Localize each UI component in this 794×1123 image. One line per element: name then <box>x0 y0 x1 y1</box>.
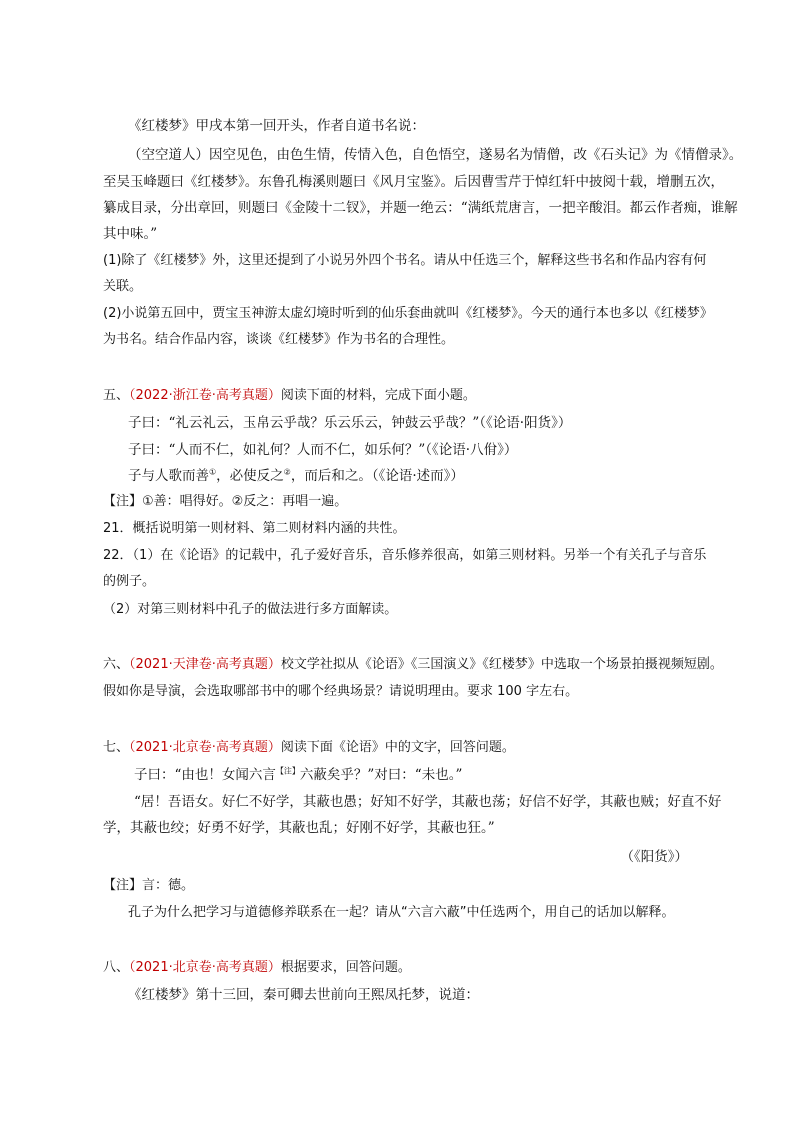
question-1-line-1: (1)除了《红楼梦》外，这里还提到了小说另外四个书名。请从中任选三个，解释这些书名和作品内容有何 <box>103 253 707 268</box>
section-8-number: 八、 <box>103 960 130 975</box>
question-1-line-2: 关联。 <box>103 279 143 294</box>
section-7-note: 【注】言：德。 <box>103 878 195 893</box>
intro-line-5: 其中味。” <box>103 226 158 242</box>
section-6-text-1: 校文学社拟从《论语》《三国演义》《红楼梦》中选取一个场景拍摄视频短剧。 <box>280 657 723 672</box>
section-7-question: 孔子为什么把学习与道德修养联系在一起？请从“六言六蔽”中任选两个，用自己的话加以解释。 <box>128 905 675 920</box>
question-22-line-3: （2）对第三则材料中孔子的做法进行多方面解读。 <box>103 602 398 617</box>
question-22-line-1: 22．（1）在《论语》的记载中，孔子爱好音乐，音乐修养很高，如第三则材料。另举一个有关孔子与音乐 <box>103 548 707 563</box>
section-8-prompt: 根据要求，回答问题。 <box>280 960 411 975</box>
section-8-header <box>103 958 411 978</box>
intro-line-3: 至吴玉峰题曰《红楼梦》。东鲁孔梅溪则题曰《风月宝鉴》。后因曹雪芹于悼红轩中披阅十载，增删五次， <box>103 174 724 190</box>
material-1: 子曰：“礼云礼云，玉帛云乎哉？乐云乐云，钟鼓云乎哉？”（《论语·阳货》） <box>128 415 572 431</box>
intro-line-2: （空空道人）因空见色，由色生情，传情入色，自色悟空，遂易名为情僧，改《石头记》为《情僧录》。 <box>128 147 743 163</box>
question-21: 21．概括说明第一则材料、第二则材料内涵的共性。 <box>103 521 406 536</box>
footnote-marker-2: ② <box>283 467 291 477</box>
section-7-header <box>103 738 515 758</box>
material-3-part-1: 子与人歌而善 <box>128 468 209 484</box>
material-2: 子曰：“人而不仁，如礼何？人而不仁，如乐何？”（《论语·八佾》） <box>128 442 518 458</box>
section-6-number: 六、 <box>103 657 130 672</box>
section-5-note: 【注】①善：唱得好。②反之：再唱一遍。 <box>103 494 348 509</box>
note-marker: 【注】 <box>275 766 300 776</box>
section-7-passage-2a: “居！吾语女。好仁不好学，其蔽也愚；好知不好学，其蔽也荡；好信不好学，其蔽也贼；好直不好 <box>134 794 722 810</box>
intro-line-1: 《红楼梦》甲戌本第一回开头，作者自道书名说： <box>128 118 425 134</box>
section-8-source: （2021·北京卷·高考真题） <box>129 960 281 975</box>
section-5-number: 五、 <box>103 388 130 403</box>
section-7-passage-1 <box>134 765 462 785</box>
section-7-source: （2021·北京卷·高考真题） <box>129 740 281 755</box>
section-6-text-2: 假如你是导演，会选取哪部书中的哪个经典场景？请说明理由。要求 100 字左右。 <box>103 684 579 699</box>
passage-1-part-2: 六蔽矣乎？”对曰：“未也。” <box>299 767 463 783</box>
passage-1-part-1: 子曰：“由也！女闻六言 <box>134 767 276 783</box>
section-5-header <box>103 386 476 406</box>
section-5-prompt: 阅读下面的材料，完成下面小题。 <box>280 388 476 403</box>
intro-line-4: 纂成目录，分出章回，则题曰《金陵十二钗》，并题一绝云：“满纸荒唐言，一把辛酸泪。都云作者痴，谁解 <box>103 200 738 216</box>
section-6-source: （2021·天津卷·高考真题） <box>129 657 281 672</box>
material-3-part-2: ，必使反之 <box>216 468 284 484</box>
section-7-passage-2b: 学，其蔽也绞；好勇不好学，其蔽也乱；好刚不好学，其蔽也狂。” <box>103 820 495 836</box>
footnote-marker-1: ① <box>209 467 217 477</box>
section-6-header <box>103 655 723 675</box>
section-7-prompt: 阅读下面《论语》中的文字，回答问题。 <box>280 740 515 755</box>
question-2-line-2: 为书名。结合作品内容，谈谈《红楼梦》作为书名的合理性。 <box>103 332 455 347</box>
section-7-citation: （《阳货》） <box>620 849 688 865</box>
section-7-number: 七、 <box>103 740 130 755</box>
question-2-line-1: (2)小说第五回中，贾宝玉神游太虚幻境时听到的仙乐套曲就叫《红楼梦》。今天的通行本也多以《红楼梦》 <box>103 306 713 321</box>
question-22-line-2: 的例子。 <box>103 574 156 589</box>
section-8-line-1: 《红楼梦》第十三回，秦可卿去世前向王熙凤托梦，说道： <box>128 987 479 1003</box>
material-3-part-3: ，而后和之。（《论语·述而》） <box>290 468 464 484</box>
section-5-source: （2022·浙江卷·高考真题） <box>129 388 281 403</box>
material-3 <box>128 466 464 486</box>
